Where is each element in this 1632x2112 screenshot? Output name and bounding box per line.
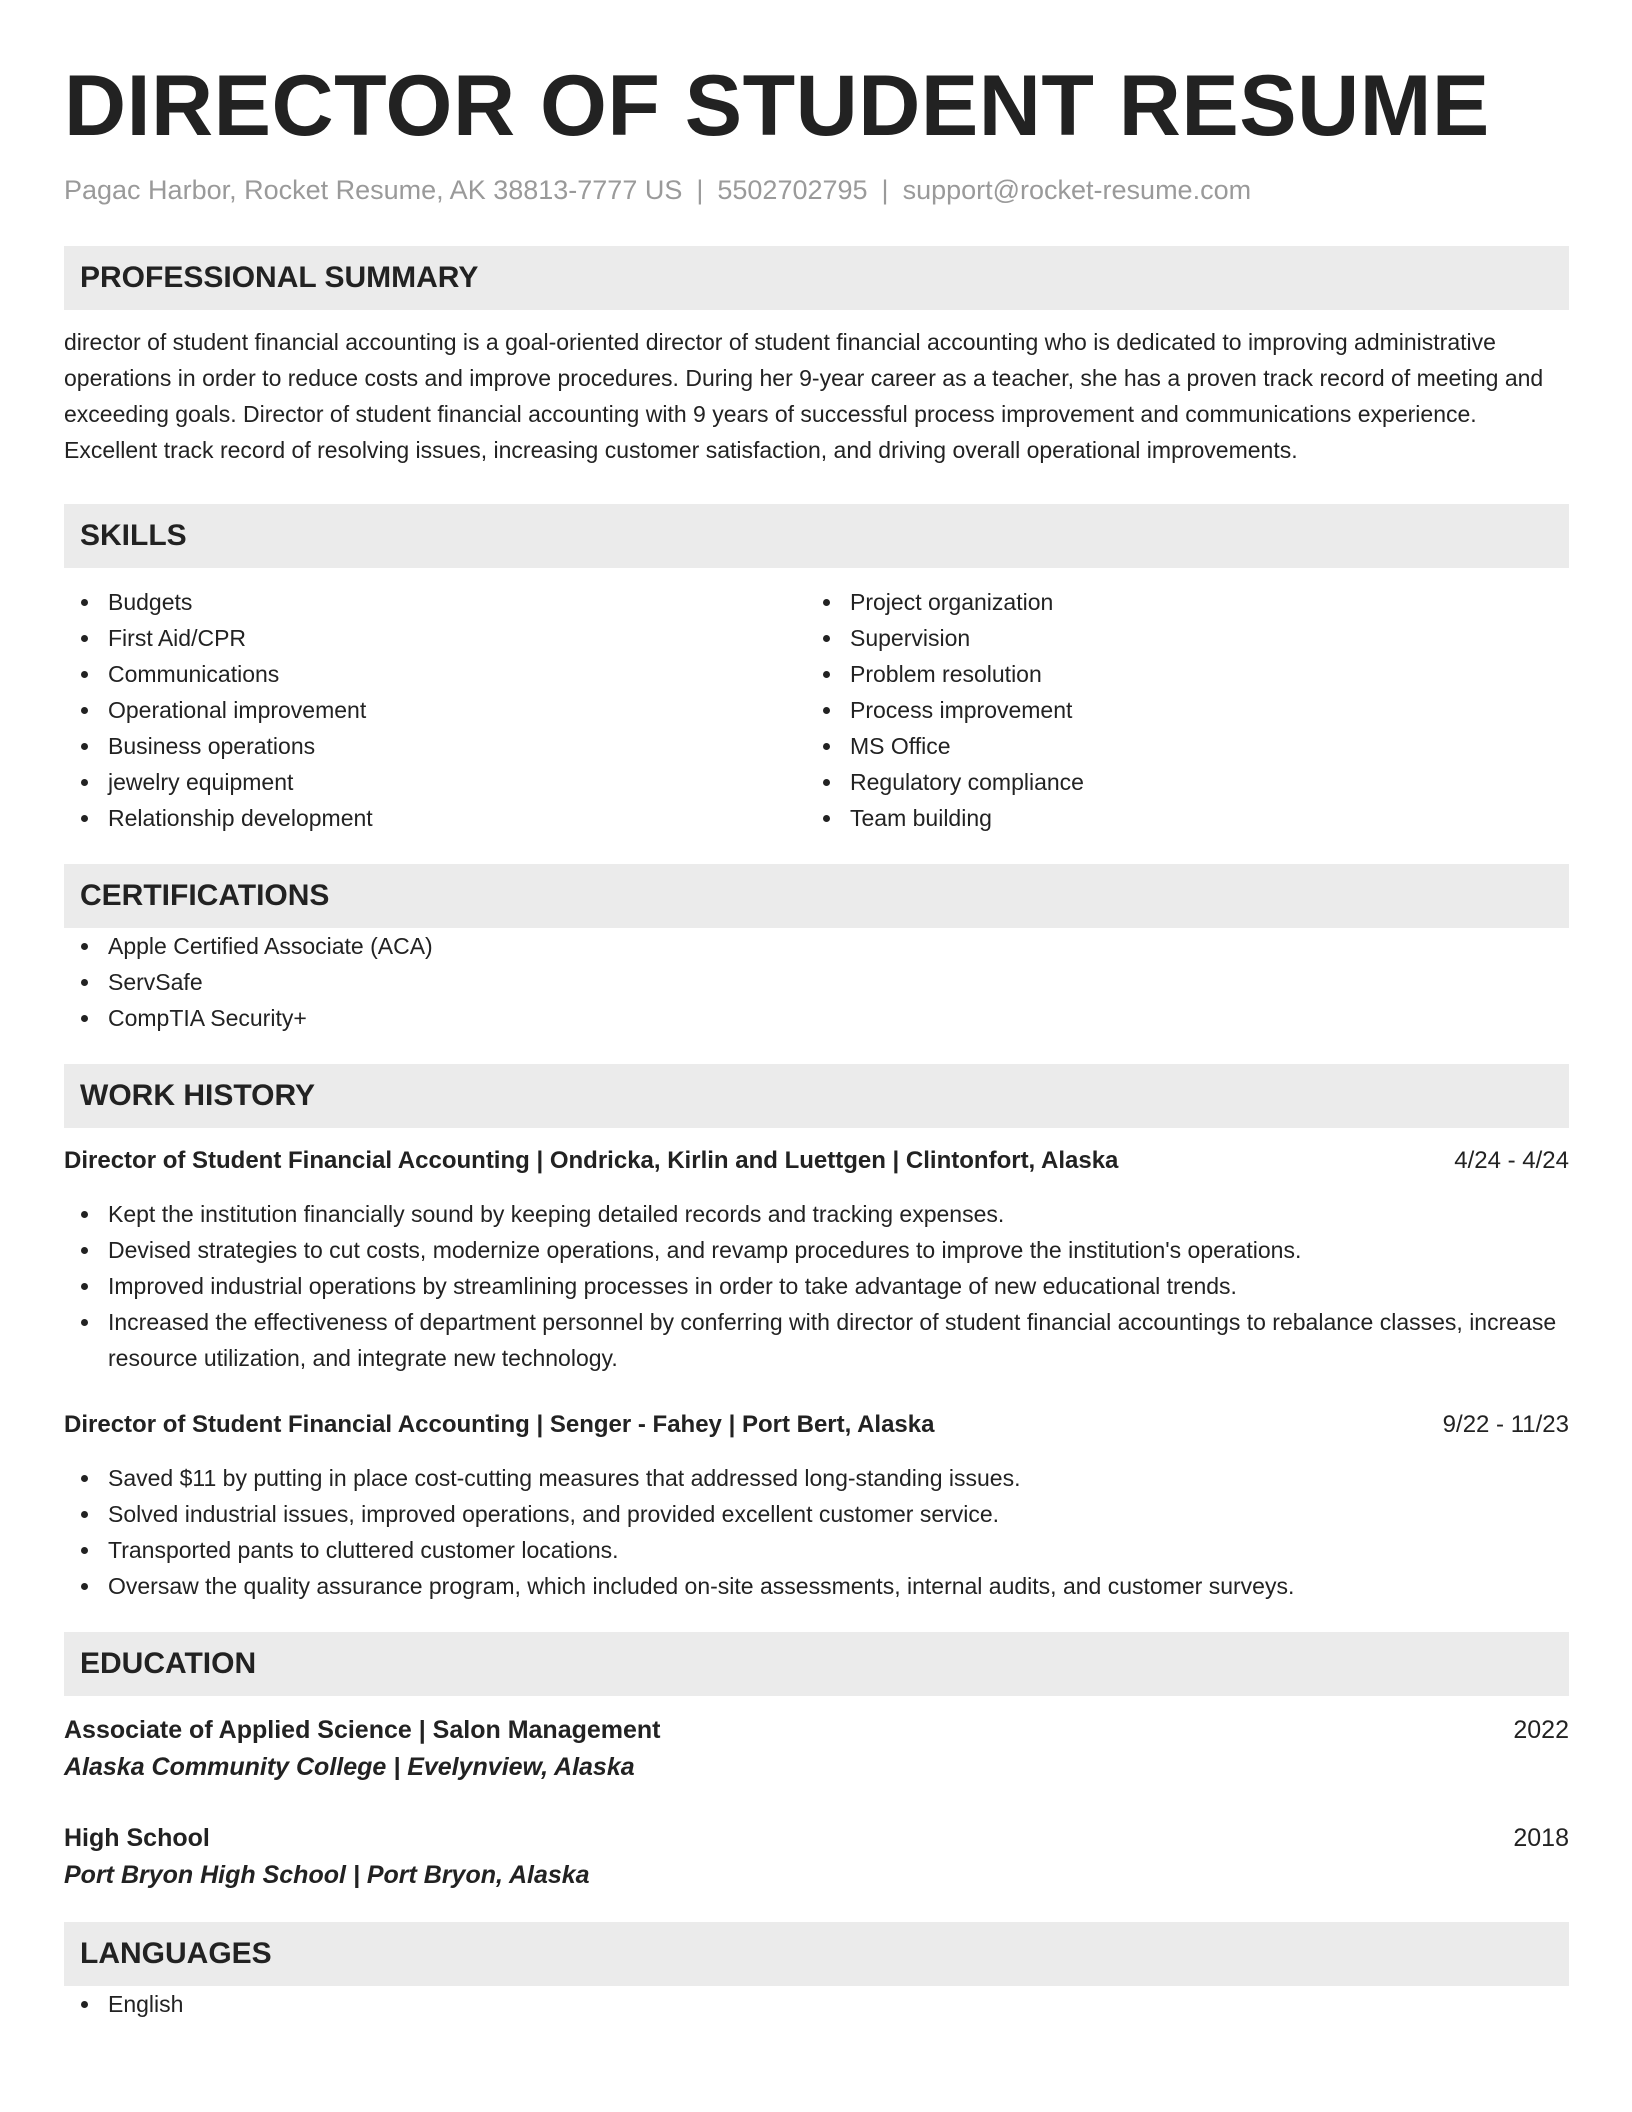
contact-phone: 5502702795	[717, 175, 868, 205]
languages-list	[64, 1986, 1569, 2022]
job-bullet: Oversaw the quality assurance program, which included on-site assessments, internal audits, and customer surveys.	[64, 1568, 1569, 1604]
education-header	[64, 1820, 1569, 1856]
skills-right-column	[806, 584, 1548, 836]
skill-item: jewelry equipment	[64, 764, 806, 800]
section-heading: CERTIFICATIONS	[64, 864, 1569, 928]
job-bullet: Solved industrial issues, improved operations, and provided excellent customer service.	[64, 1496, 1569, 1532]
education-year: 2018	[1513, 1824, 1569, 1852]
job-title: Director of Student Financial Accounting | Senger - Fahey | Port Bert, Alaska	[64, 1411, 935, 1438]
job-bullet: Kept the institution financially sound by keeping detailed records and tracking expenses.	[64, 1196, 1569, 1232]
job-dates: 4/24 - 4/24	[1454, 1147, 1569, 1174]
job-bullets	[64, 1196, 1569, 1376]
job-dates: 9/22 - 11/23	[1442, 1411, 1569, 1438]
education-entry	[64, 1712, 1569, 1786]
resume-name: DIRECTOR OF STUDENT RESUME	[64, 58, 1490, 154]
skill-item: First Aid/CPR	[64, 620, 806, 656]
language-item: English	[64, 1986, 1569, 2022]
education-school: Port Bryon High School | Port Bryon, Alaska	[64, 1861, 590, 1889]
job-bullet: Saved $11 by putting in place cost-cutting measures that addressed long-standing issues.	[64, 1460, 1569, 1496]
contact-separator: |	[696, 175, 704, 205]
section-heading: PROFESSIONAL SUMMARY	[64, 246, 1569, 310]
section-education	[64, 1632, 1569, 1894]
summary-text: director of student financial accounting is a goal-oriented director of student financial accounting who is dedicated to improving administrative operations in order to reduce costs and improve procedures. During her 9-year career as a teacher, she has a proven track record of meeting and exceeding goals. Director of student financial accounting with 9 years of successful process improvement and communications experience. Excellent track record of resolving issues, increasing customer satisfaction, and driving overall operational improvements.	[64, 329, 1544, 463]
contact-address: Pagac Harbor, Rocket Resume, AK 38813-7777 US	[64, 175, 683, 205]
job-header	[64, 1408, 1569, 1442]
education-degree: High School	[64, 1824, 210, 1852]
education-degree: Associate of Applied Science | Salon Management	[64, 1716, 661, 1744]
skill-item: Supervision	[806, 620, 1548, 656]
certification-item: CompTIA Security+	[64, 1000, 1569, 1036]
skill-item: Process improvement	[806, 692, 1548, 728]
contact-line	[64, 172, 1569, 208]
skill-item: MS Office	[806, 728, 1548, 764]
job-entry	[64, 1144, 1569, 1376]
skill-item: Project organization	[806, 584, 1548, 620]
section-professional-summary	[64, 246, 1569, 468]
section-languages	[64, 1922, 1569, 2022]
education-school: Alaska Community College | Evelynview, Alaska	[64, 1753, 635, 1781]
certifications-list	[64, 928, 1569, 1036]
section-heading: WORK HISTORY	[64, 1064, 1569, 1128]
section-work-history	[64, 1064, 1569, 1604]
certification-item: ServSafe	[64, 964, 1569, 1000]
section-skills	[64, 504, 1569, 836]
skill-item: Regulatory compliance	[806, 764, 1548, 800]
section-heading: LANGUAGES	[64, 1922, 1569, 1986]
job-bullet: Improved industrial operations by streamlining processes in order to take advantage of new educational trends.	[64, 1268, 1569, 1304]
skill-item: Problem resolution	[806, 656, 1548, 692]
skill-item: Communications	[64, 656, 806, 692]
education-entry	[64, 1820, 1569, 1894]
skill-item: Budgets	[64, 584, 806, 620]
skill-item: Team building	[806, 800, 1548, 836]
section-heading: SKILLS	[64, 504, 1569, 568]
skill-item: Operational improvement	[64, 692, 806, 728]
job-bullet: Devised strategies to cut costs, modernize operations, and revamp procedures to improve the institution's operations.	[64, 1232, 1569, 1268]
skill-item: Business operations	[64, 728, 806, 764]
job-header	[64, 1144, 1569, 1178]
section-certifications	[64, 864, 1569, 1036]
job-entry	[64, 1408, 1569, 1604]
skills-grid	[64, 584, 1569, 836]
skills-left-column	[64, 584, 806, 836]
job-bullets	[64, 1460, 1569, 1604]
job-bullet: Increased the effectiveness of department personnel by conferring with director of student financial accountings to rebalance classes, increase resource utilization, and integrate new technology.	[64, 1304, 1569, 1376]
contact-email: support@rocket-resume.com	[902, 175, 1252, 205]
contact-separator: |	[881, 175, 889, 205]
job-title: Director of Student Financial Accounting | Ondricka, Kirlin and Luettgen | Clintonfort, Alaska	[64, 1147, 1119, 1174]
education-header	[64, 1712, 1569, 1748]
job-bullet: Transported pants to cluttered customer locations.	[64, 1532, 1569, 1568]
section-heading: EDUCATION	[64, 1632, 1569, 1696]
skill-item: Relationship development	[64, 800, 806, 836]
certification-item: Apple Certified Associate (ACA)	[64, 928, 1569, 964]
education-year: 2022	[1513, 1716, 1569, 1744]
